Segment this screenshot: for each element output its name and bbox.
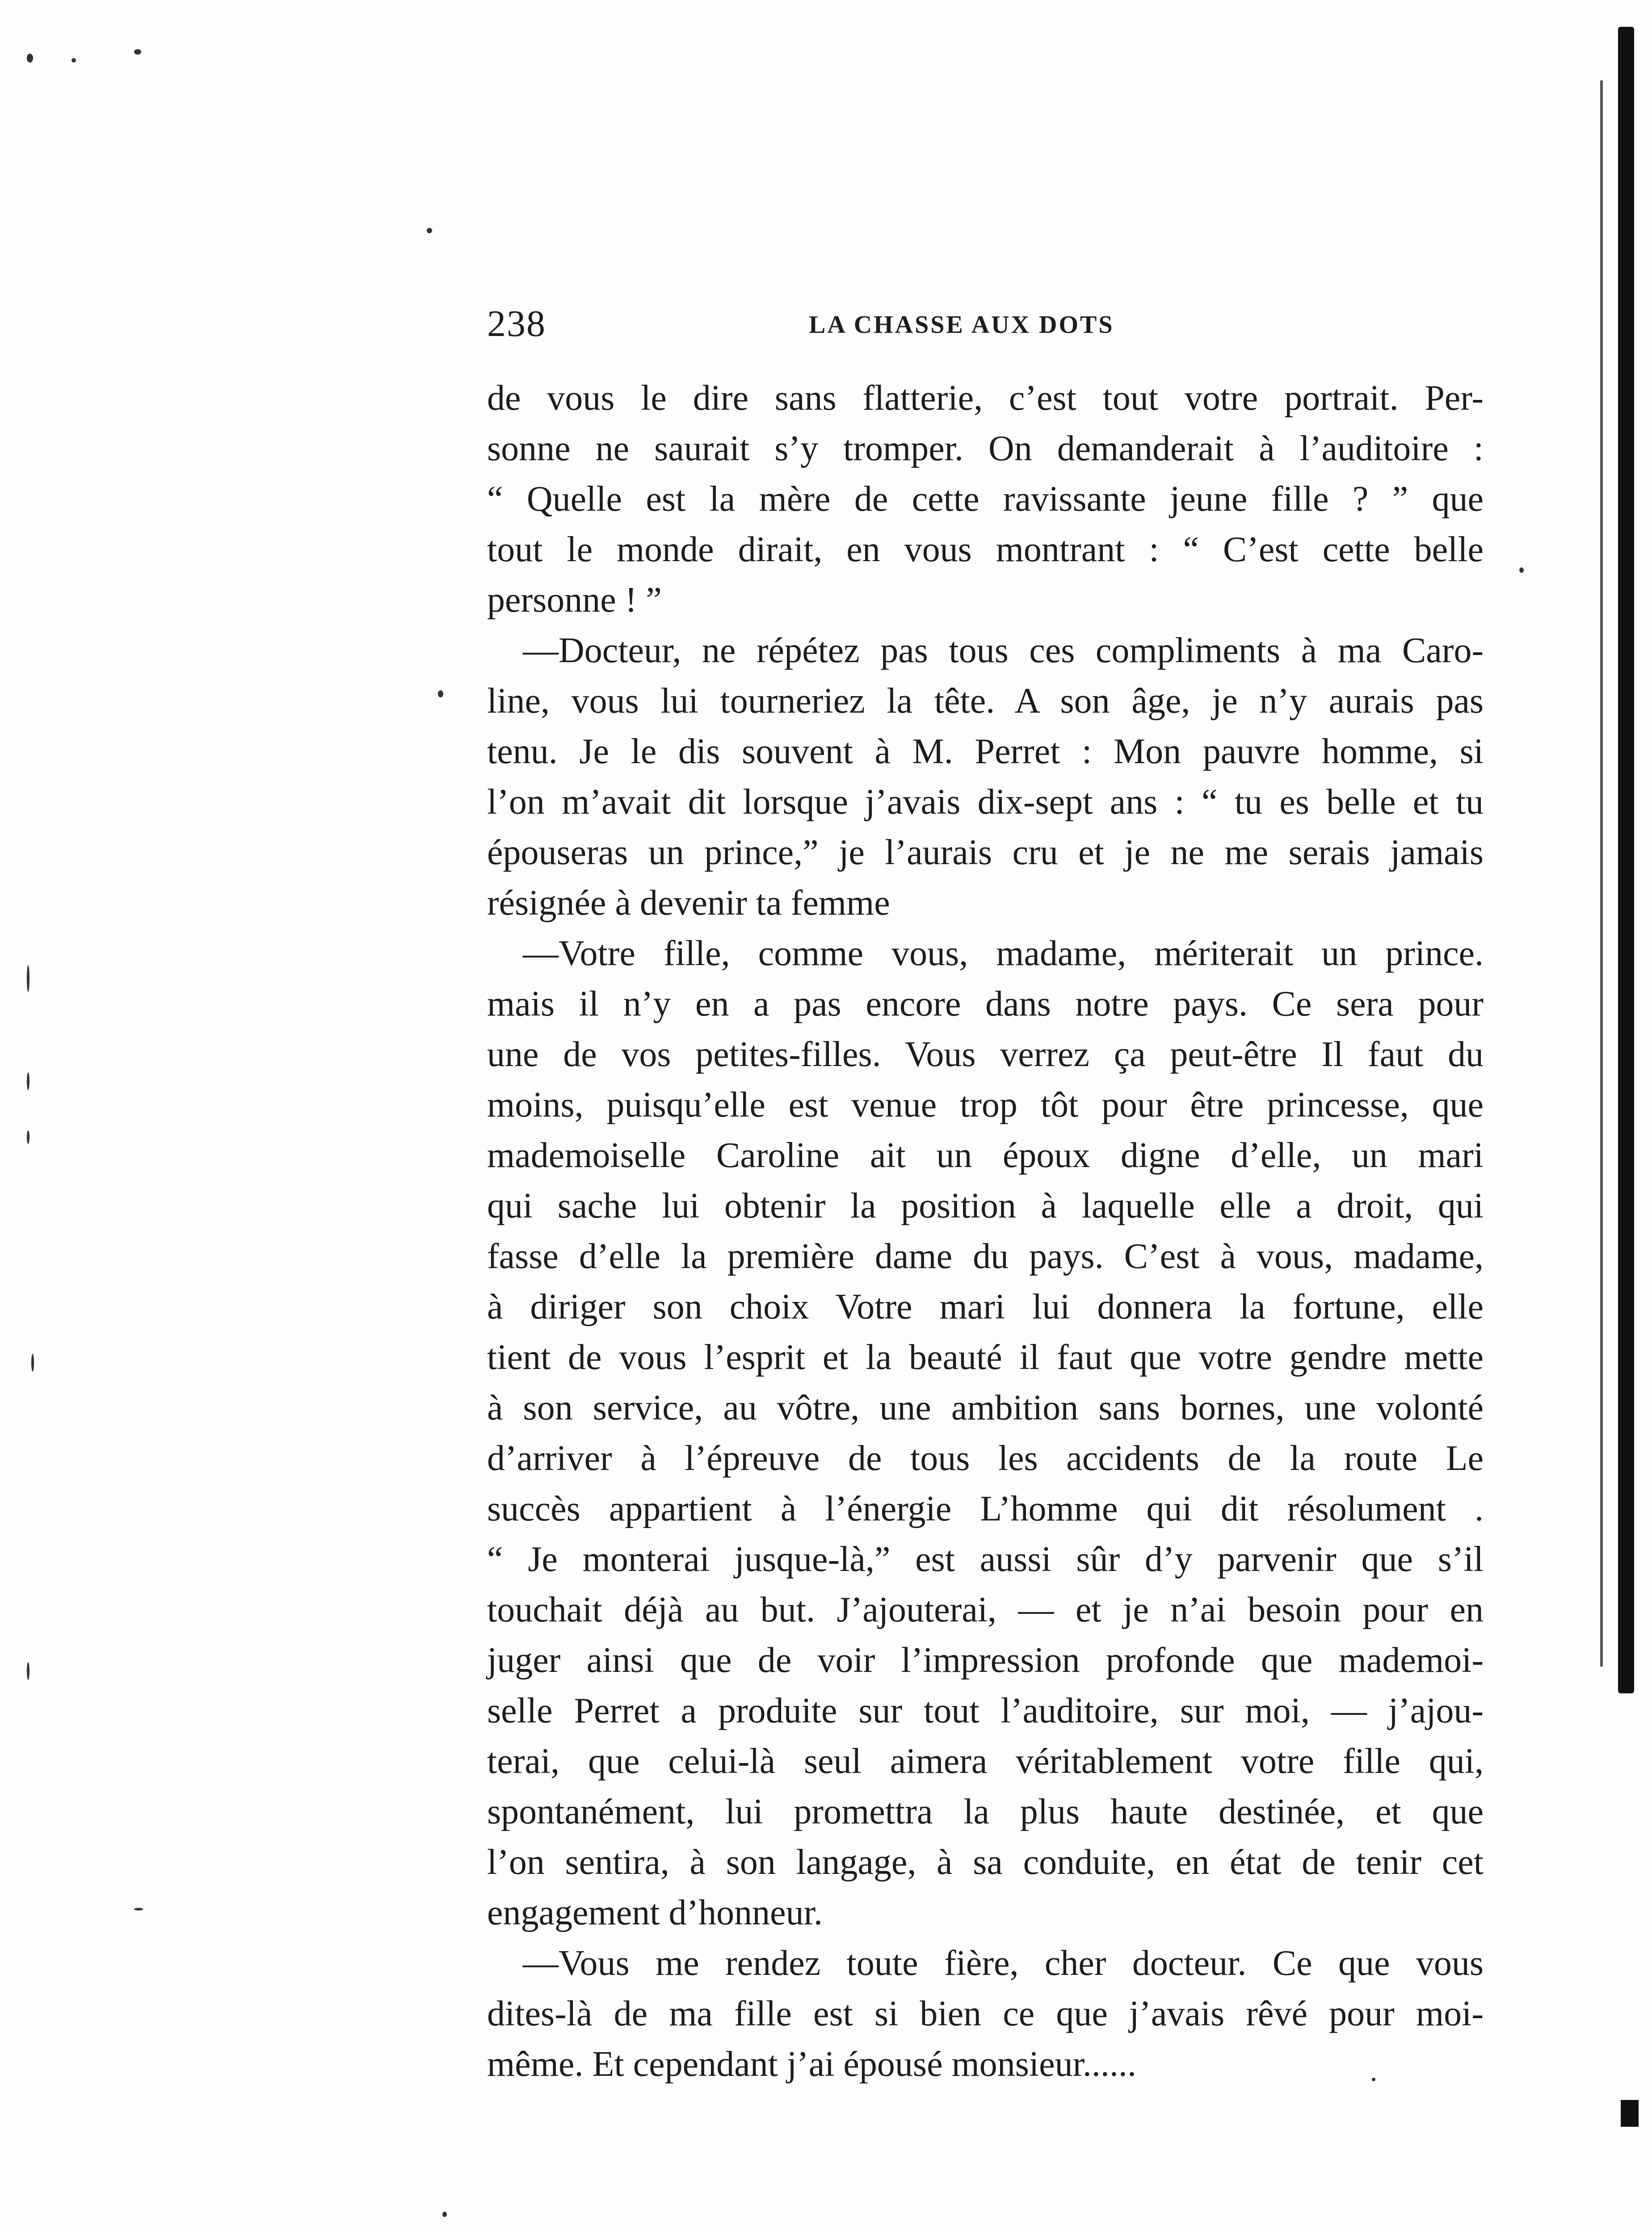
- scan-speck: [134, 49, 141, 55]
- scan-speck: [1519, 567, 1524, 573]
- running-head: LA CHASSE AUX DOTS: [809, 311, 1114, 339]
- text-line: épouseras un prince,” je l’aurais cru et je ne me serais jamais: [487, 833, 1484, 872]
- text-line: mademoiselle Caroline ait un époux digne d’elle, un mari: [487, 1136, 1484, 1175]
- scan-speck: [427, 228, 432, 233]
- text-line: fasse d’elle la première dame du pays. C’est à vous, madame,: [487, 1237, 1484, 1276]
- scan-speck: [31, 1354, 34, 1372]
- text-line: touchait déjà au but. J’ajouterai, — et je n’ai besoin pour en: [487, 1590, 1484, 1629]
- text-line: engagement d’honneur.: [487, 1893, 823, 1932]
- scan-speck: [27, 1130, 29, 1144]
- page-number: 238: [487, 303, 546, 344]
- text-line: “ Quelle est la mère de cette ravissante jeune fille ? ” que: [487, 479, 1484, 519]
- text-line: dites-là de ma fille est si bien ce que j’avais rêvé pour moi-: [487, 1994, 1484, 2033]
- text-line: sonne ne saurait s’y tromper. On demanderait à l’auditoire :: [487, 429, 1484, 468]
- text-line: terai, que celui-là seul aimera véritablement votre fille qui,: [487, 1742, 1484, 1781]
- text-line: line, vous lui tourneriez la tête. A son âge, je n’y aurais pas: [487, 681, 1484, 721]
- scan-speck: [442, 2212, 447, 2217]
- text-line: tenu. Je le dis souvent à M. Perret : Mon pauvre homme, si: [487, 732, 1484, 771]
- text-line: à son service, au vôtre, une ambition sans bornes, une volonté: [487, 1388, 1484, 1428]
- text-line: d’arriver à l’épreuve de tous les accidents de la route Le: [487, 1439, 1484, 1478]
- text-line: mais il n’y en a pas encore dans notre pays. Ce sera pour: [487, 984, 1484, 1024]
- text-line: succès appartient à l’énergie L’homme qui dit résolument .: [487, 1489, 1484, 1529]
- text-line: —Votre fille, comme vous, madame, mériterait un prince.: [523, 934, 1484, 973]
- scan-speck: [27, 54, 33, 63]
- text-line: moins, puisqu’elle est venue trop tôt pour être princesse, que: [487, 1085, 1484, 1125]
- text-line: de vous le dire sans flatterie, c’est tout votre portrait. Per-: [487, 378, 1484, 418]
- text-line: personne ! ”: [487, 580, 662, 620]
- text-line: à diriger son choix Votre mari lui donnera la fortune, elle: [487, 1287, 1484, 1327]
- scan-speck: [27, 965, 29, 992]
- text-line: résignée à devenir ta femme: [487, 883, 890, 923]
- text-line: qui sache lui obtenir la position à laquelle elle a droit, qui: [487, 1186, 1484, 1226]
- body-text: [487, 373, 1484, 2090]
- text-line: juger ainsi que de voir l’impression profonde que mademoi-: [487, 1641, 1484, 1680]
- page-binding-edge: [1618, 27, 1634, 1693]
- text-line: l’on sentira, à son langage, à sa conduite, en état de tenir cet: [487, 1843, 1484, 1882]
- text-line: —Vous me rendez toute fière, cher docteur. Ce que vous: [523, 1944, 1484, 1983]
- binding-mark: [1621, 2100, 1639, 2127]
- text-line: —Docteur, ne répétez pas tous ces compliments à ma Caro-: [523, 631, 1484, 670]
- scan-speck: [27, 1072, 29, 1090]
- text-line: même. Et cependant j’ai épousé monsieur......: [487, 2045, 1136, 2084]
- scan-speck: [27, 1662, 29, 1680]
- text-line: selle Perret a produite sur tout l’auditoire, sur moi, — j’ajou-: [487, 1691, 1484, 1730]
- scan-speck: [438, 690, 443, 697]
- page-header: [487, 299, 1180, 349]
- text-line: “ Je monterai jusque-là,” est aussi sûr d’y parvenir que s’il: [487, 1540, 1484, 1579]
- text-line: une de vos petites-filles. Vous verrez ça peut-être Il faut du: [487, 1035, 1484, 1074]
- page-binding-shadow: [1600, 80, 1603, 1667]
- scan-speck: [71, 58, 76, 63]
- scan-speck: [134, 1908, 143, 1911]
- text-line: spontanément, lui promettra la plus haute destinée, et que: [487, 1792, 1484, 1831]
- text-line: tout le monde dirait, en vous montrant : “ C’est cette belle: [487, 530, 1484, 569]
- text-line: l’on m’avait dit lorsque j’avais dix-sept ans : “ tu es belle et tu: [487, 782, 1484, 822]
- text-line: tient de vous l’esprit et la beauté il faut que votre gendre mette: [487, 1338, 1484, 1377]
